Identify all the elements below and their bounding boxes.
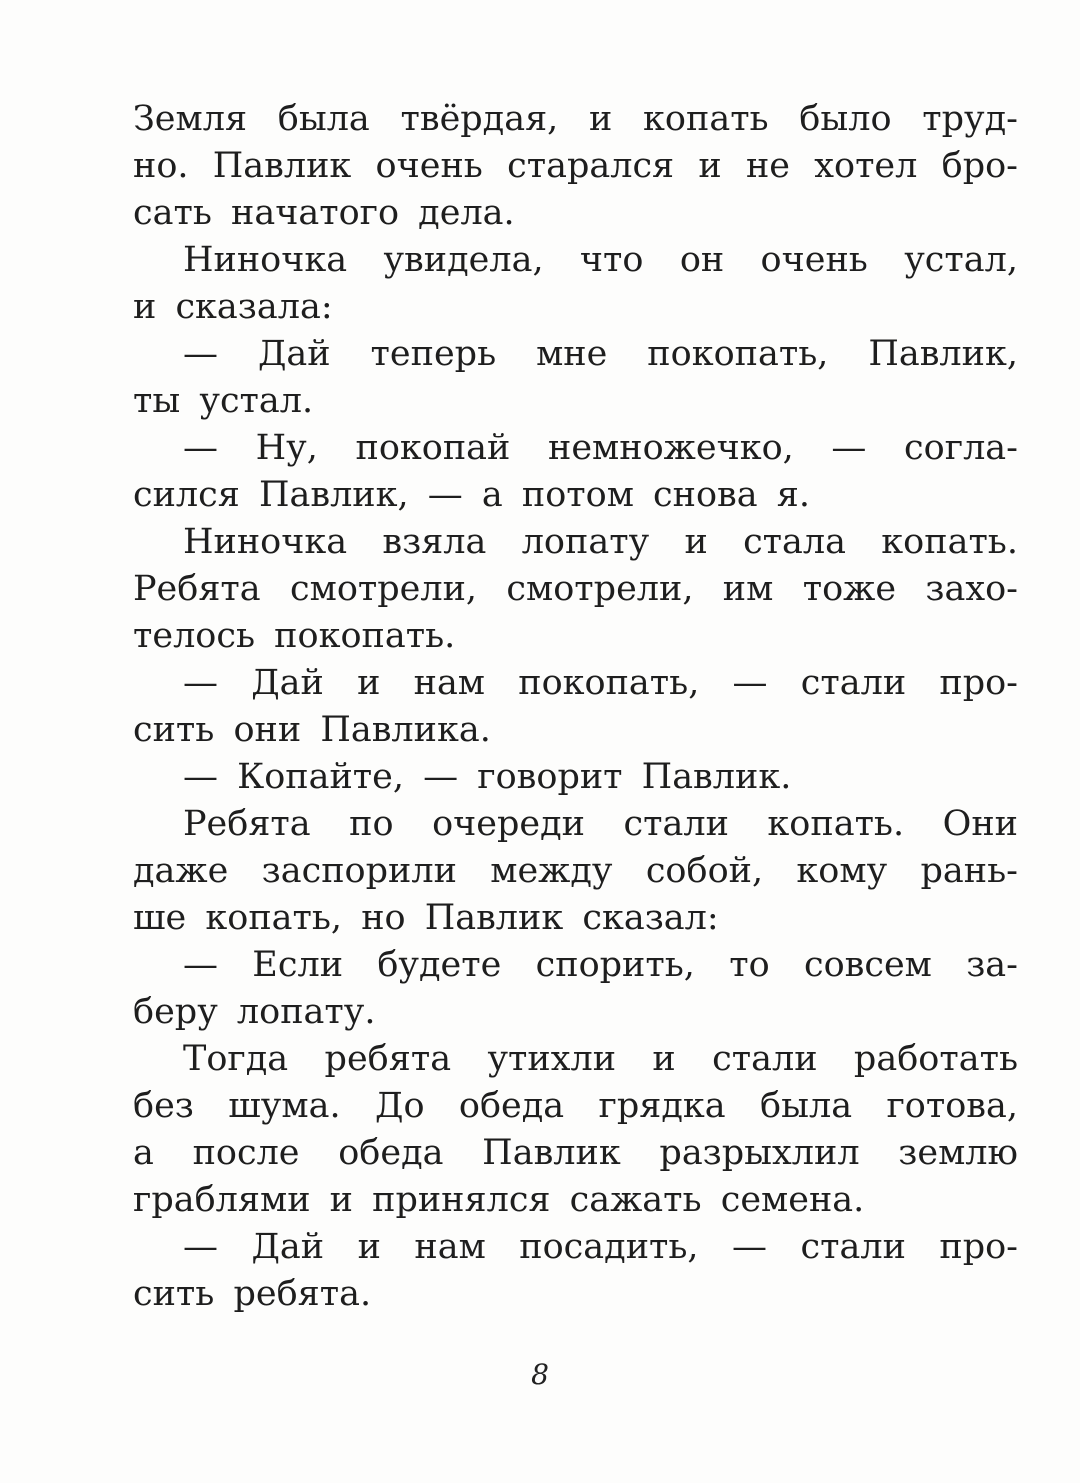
text-line: сить они Павлика. — [133, 710, 491, 750]
text-line: — Копайте, — говорит Павлик. — [183, 757, 792, 797]
text-line: даже заспорили между собой, кому рань- — [133, 851, 1018, 891]
text-line: а после обеда Павлик разрыхлил землю — [133, 1133, 1018, 1173]
text-line: беру лопату. — [133, 992, 376, 1032]
page-number: 8 — [531, 1358, 549, 1391]
text-line: Земля была твёрдая, и копать было труд- — [133, 99, 1018, 139]
text-line: Ребята по очереди стали копать. Они — [183, 804, 1018, 844]
text-line: Ниночка взяла лопату и стала копать. — [183, 522, 1018, 562]
text-line: ше копать, но Павлик сказал: — [133, 898, 719, 938]
text-line: Ребята смотрели, смотрели, им тоже захо- — [133, 569, 1018, 609]
text-line: ты устал. — [133, 381, 314, 421]
text-line: телось покопать. — [133, 616, 456, 656]
text-line: и сказала: — [133, 287, 333, 327]
text-line: — Если будете спорить, то совсем за- — [183, 945, 1018, 985]
text-line: сить ребята. — [133, 1274, 372, 1314]
text-line: без шума. До обеда грядка была готова, — [133, 1086, 1018, 1126]
story-text — [133, 96, 1018, 1318]
text-line: — Дай и нам покопать, — стали про- — [183, 663, 1018, 703]
text-line: — Дай теперь мне покопать, Павлик, — [183, 334, 1018, 374]
text-line: граблями и принялся сажать семена. — [133, 1180, 865, 1220]
text-line: Ниночка увидела, что он очень устал, — [183, 240, 1018, 280]
text-line: сать начатого дела. — [133, 193, 515, 233]
text-line: но. Павлик очень старался и не хотел бро- — [133, 146, 1018, 186]
text-line: Тогда ребята утихли и стали работать — [183, 1039, 1018, 1079]
text-line: сился Павлик, — а потом снова я. — [133, 475, 810, 515]
text-line: — Дай и нам посадить, — стали про- — [183, 1227, 1018, 1267]
text-line: — Ну, покопай немножечко, — согла- — [183, 428, 1018, 468]
